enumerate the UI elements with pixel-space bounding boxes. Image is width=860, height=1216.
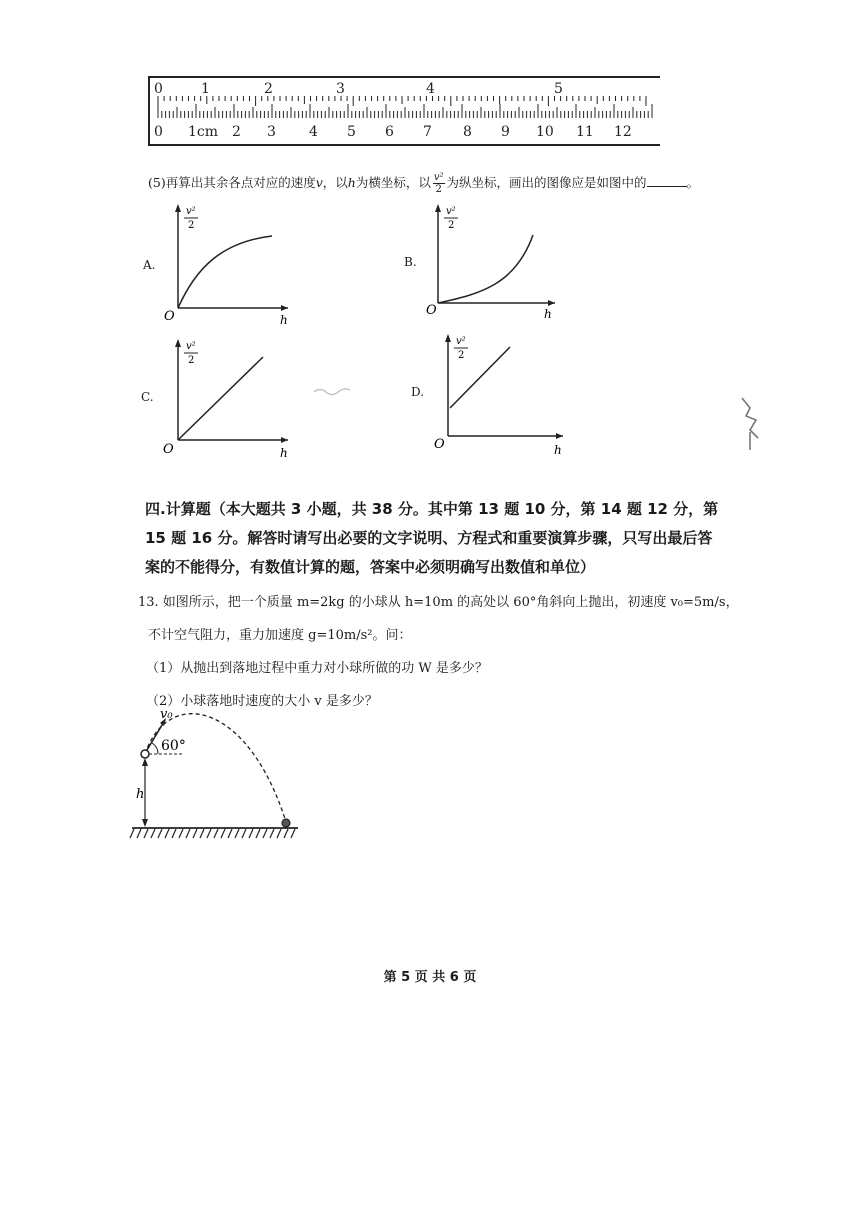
ball-start (141, 750, 149, 758)
option-c-label: C. (141, 390, 154, 404)
x-axis-label: h (554, 443, 562, 457)
q5-v: v (315, 175, 323, 190)
ruler-inch-label: 3 (336, 81, 345, 97)
option-a-label: A. (143, 258, 156, 272)
origin-label: O (434, 437, 445, 452)
ruler-cm-label: 11 (576, 124, 594, 140)
q5-mid2: 为横坐标，以 (355, 175, 431, 190)
question-5 (148, 172, 699, 195)
q5-prefix: (5)再算出其余各点对应的速度 (148, 175, 316, 190)
y-axis-label-num: v² (186, 341, 196, 352)
ruler-cm-label: 0 (154, 124, 163, 140)
y-axis-label-den: 2 (188, 220, 195, 231)
option-d-label: D. (411, 385, 425, 399)
q5-fraction: $\frac{\text{v²}}{2}$ (433, 172, 444, 195)
ruler-inch-label: 4 (426, 81, 435, 97)
ruler-cm-label: 10 (536, 124, 554, 140)
ruler-cm-label: 4 (309, 124, 318, 140)
ruler-cm-label: 3 (267, 124, 276, 140)
q13-sub1: （1）从抛出到落地过程中重力对小球所做的功 W 是多少？ (146, 661, 488, 676)
ruler-cm-label: 7 (423, 124, 432, 140)
projectile-figure (128, 706, 303, 846)
q13-line2: 不计空气阻力，重力加速度 g=10m/s²。问： (148, 628, 412, 643)
q13-sub2: （2）小球落地时速度的大小 v 是多少？ (146, 694, 378, 709)
y-axis-label-den: 2 (458, 350, 465, 361)
graph-c (160, 335, 295, 463)
x-axis-label: h (544, 307, 552, 321)
y-axis-label-den: 2 (188, 355, 195, 366)
ruler-cm-label: 8 (463, 124, 472, 140)
ruler-inch-label: 0 (154, 81, 163, 97)
graph-d (428, 330, 568, 460)
scan-smudge (312, 384, 352, 398)
ruler-cm-label: 12 (614, 124, 632, 140)
origin-label: O (164, 309, 175, 324)
q13-line1: 13. 如图所示，把一个质量 m=2kg 的小球从 h=10m 的高处以 60°角斜向上抛出，初速度 v₀=5m/s， (138, 595, 739, 610)
y-axis-label-num: v² (456, 336, 466, 347)
scan-mark (736, 392, 766, 452)
ruler-inch-label: 5 (554, 81, 563, 97)
q5-mid1: ，以 (322, 175, 348, 190)
q5-end: 。 (686, 175, 700, 190)
answer-blank (647, 174, 687, 187)
ruler-cm-label: 6 (385, 124, 394, 140)
y-axis-label-num: v² (446, 206, 456, 217)
y-axis-label-den: 2 (448, 220, 455, 231)
v0-label: v₀ (160, 707, 173, 722)
graph-a (160, 200, 295, 328)
ruler-cm-label: 5 (347, 124, 356, 140)
origin-label: O (426, 303, 437, 318)
option-b-label: B. (404, 255, 417, 269)
question-13 (138, 586, 738, 718)
ball-end (282, 819, 290, 827)
graph-b (420, 200, 560, 328)
trajectory (145, 714, 286, 822)
x-axis-label: h (280, 313, 288, 327)
origin-label: O (163, 442, 174, 457)
ruler-cm-label: 2 (232, 124, 241, 140)
ruler-inch-label: 1 (201, 81, 210, 97)
ruler-cm-label: 1cm (188, 124, 219, 140)
angle-label: 60° (161, 738, 186, 754)
y-axis-label-num: v² (186, 206, 196, 217)
q5-h: h (347, 175, 356, 190)
height-label: h (136, 787, 145, 802)
ruler-inch-label: 2 (264, 81, 273, 97)
section-title: 四.计算题（本大题共 3 小题，共 38 分。其中第 13 题 10 分，第 14 题 12 分，第 15 题 16 分。解答时请写出必要的文字说明、方程式和重要演算步骤，只写出最后答案的不能得分，有数值计算的题，答案中必须明确写出数值和单位） (145, 500, 719, 576)
q5-suffix: 为纵坐标，画出的图像应是如图中的 (446, 175, 647, 190)
page-number: 第 5 页 共 6 页 (383, 970, 477, 985)
ruler-cm-label: 9 (501, 124, 510, 140)
ground-hatching (130, 829, 295, 838)
ruler-scale (148, 76, 660, 146)
x-axis-label: h (280, 446, 288, 460)
